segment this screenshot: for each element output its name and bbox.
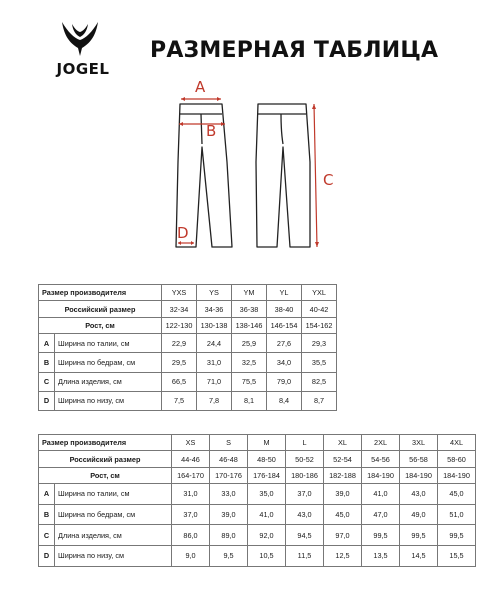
measure-value: 22,9 [162, 334, 197, 353]
measure-value: 66,5 [162, 372, 197, 391]
brand-name: JOGEL [56, 60, 110, 78]
table-row-measure-c [39, 372, 337, 391]
measure-value: 41,0 [362, 484, 400, 505]
measure-value: 29,5 [162, 353, 197, 372]
height-label: Рост, см [39, 467, 172, 483]
ru-size-cell: 40-42 [302, 301, 337, 317]
size-cell: XL [324, 435, 362, 451]
measure-code: A [39, 334, 55, 353]
measure-value: 31,0 [197, 353, 232, 372]
measure-value: 27,6 [267, 334, 302, 353]
measure-value: 13,5 [362, 545, 400, 566]
table-row-size-header [39, 435, 476, 451]
measure-value: 25,9 [232, 334, 267, 353]
measure-label: Ширина по бедрам, см [55, 504, 172, 525]
label-a: A [195, 78, 206, 96]
measure-value: 99,5 [400, 525, 438, 546]
size-cell: 2XL [362, 435, 400, 451]
measure-value: 34,0 [267, 353, 302, 372]
ru-size-cell: 58-60 [438, 451, 476, 467]
ru-size-cell: 54-56 [362, 451, 400, 467]
table-row-measure-a [39, 484, 476, 505]
measure-label: Ширина по низу, см [55, 391, 162, 410]
measure-value: 14,5 [400, 545, 438, 566]
ru-size-cell: 36-38 [232, 301, 267, 317]
measure-value: 29,3 [302, 334, 337, 353]
measure-code: B [39, 353, 55, 372]
height-cell: 182-188 [324, 467, 362, 483]
measure-value: 71,0 [197, 372, 232, 391]
measure-value: 15,5 [438, 545, 476, 566]
measure-value: 24,4 [197, 334, 232, 353]
measure-label: Ширина по бедрам, см [55, 353, 162, 372]
size-cell: YS [197, 285, 232, 301]
measure-value: 39,0 [210, 504, 248, 525]
measure-code: C [39, 372, 55, 391]
measure-value: 12,5 [324, 545, 362, 566]
measure-value: 99,5 [362, 525, 400, 546]
size-cell: XS [172, 435, 210, 451]
ru-size-cell: 52-54 [324, 451, 362, 467]
measure-value: 79,0 [267, 372, 302, 391]
ru-size-cell: 38-40 [267, 301, 302, 317]
measure-label: Длина изделия, см [55, 372, 162, 391]
measure-value: 51,0 [438, 504, 476, 525]
jogel-emblem-icon [58, 20, 102, 58]
measure-value: 7,8 [197, 391, 232, 410]
measure-code: D [39, 545, 55, 566]
pants-back-outline [256, 104, 310, 247]
size-cell: 3XL [400, 435, 438, 451]
page-title: РАЗМЕРНАЯ ТАБЛИЦА [150, 38, 439, 63]
measure-label: Ширина по талии, см [55, 334, 162, 353]
table-row-height [39, 317, 337, 333]
ru-size-label: Российский размер [39, 301, 162, 317]
brand-logo [36, 20, 126, 82]
size-cell: YM [232, 285, 267, 301]
measure-value: 86,0 [172, 525, 210, 546]
ru-size-cell: 48-50 [248, 451, 286, 467]
measurement-markers [178, 97, 319, 247]
measure-value: 45,0 [438, 484, 476, 505]
height-cell: 170-176 [210, 467, 248, 483]
height-cell: 180-186 [286, 467, 324, 483]
measure-value: 45,0 [324, 504, 362, 525]
height-cell: 184-190 [362, 467, 400, 483]
measure-value: 47,0 [362, 504, 400, 525]
height-cell: 164-170 [172, 467, 210, 483]
ru-size-cell: 46-48 [210, 451, 248, 467]
measure-value: 43,0 [286, 504, 324, 525]
table-row-measure-b [39, 504, 476, 525]
size-cell: YL [267, 285, 302, 301]
youth-size-table [38, 284, 337, 411]
measure-value: 32,5 [232, 353, 267, 372]
measure-value: 75,5 [232, 372, 267, 391]
measure-code: A [39, 484, 55, 505]
measure-value: 92,0 [248, 525, 286, 546]
height-cell: 130-138 [197, 317, 232, 333]
measure-value: 49,0 [400, 504, 438, 525]
size-cell: M [248, 435, 286, 451]
measure-value: 39,0 [324, 484, 362, 505]
pants-diagram [150, 78, 360, 262]
ru-size-cell: 50-52 [286, 451, 324, 467]
height-cell: 146-154 [267, 317, 302, 333]
measure-value: 97,0 [324, 525, 362, 546]
measure-code: B [39, 504, 55, 525]
measure-value: 7,5 [162, 391, 197, 410]
measure-value: 41,0 [248, 504, 286, 525]
measure-value: 94,5 [286, 525, 324, 546]
measure-value: 8,4 [267, 391, 302, 410]
measure-label: Длина изделия, см [55, 525, 172, 546]
measure-value: 35,0 [248, 484, 286, 505]
measure-value: 9,0 [172, 545, 210, 566]
table-row-size-header [39, 285, 337, 301]
measure-code: C [39, 525, 55, 546]
header-label: Размер производителя [39, 285, 162, 301]
size-cell: YXS [162, 285, 197, 301]
table-row-measure-d [39, 545, 476, 566]
height-cell: 176-184 [248, 467, 286, 483]
adult-size-table [38, 434, 476, 567]
measure-code: D [39, 391, 55, 410]
label-b: B [206, 122, 217, 140]
measure-value: 82,5 [302, 372, 337, 391]
measure-value: 99,5 [438, 525, 476, 546]
table-row-measure-c [39, 525, 476, 546]
measure-value: 11,5 [286, 545, 324, 566]
measure-value: 35,5 [302, 353, 337, 372]
measure-value: 43,0 [400, 484, 438, 505]
measure-value: 33,0 [210, 484, 248, 505]
height-cell: 184-190 [438, 467, 476, 483]
measure-value: 37,0 [172, 504, 210, 525]
ru-size-label: Российский размер [39, 451, 172, 467]
size-cell: YXL [302, 285, 337, 301]
measure-value: 9,5 [210, 545, 248, 566]
table-row-height [39, 467, 476, 483]
measure-value: 10,5 [248, 545, 286, 566]
height-cell: 122-130 [162, 317, 197, 333]
header-label: Размер производителя [39, 435, 172, 451]
measure-value: 8,7 [302, 391, 337, 410]
measure-value: 37,0 [286, 484, 324, 505]
measure-value: 31,0 [172, 484, 210, 505]
table-row-ru-size [39, 451, 476, 467]
height-cell: 154-162 [302, 317, 337, 333]
size-cell: 4XL [438, 435, 476, 451]
ru-size-cell: 34-36 [197, 301, 232, 317]
height-cell: 184-190 [400, 467, 438, 483]
table-row-ru-size [39, 301, 337, 317]
height-cell: 138-146 [232, 317, 267, 333]
label-c: C [323, 171, 334, 189]
measure-value: 89,0 [210, 525, 248, 546]
ru-size-cell: 44-46 [172, 451, 210, 467]
marker-c-length [314, 104, 317, 247]
table-row-measure-a [39, 334, 337, 353]
table-row-measure-b [39, 353, 337, 372]
measure-label: Ширина по талии, см [55, 484, 172, 505]
size-cell: L [286, 435, 324, 451]
size-cell: S [210, 435, 248, 451]
table-row-measure-d [39, 391, 337, 410]
ru-size-cell: 32-34 [162, 301, 197, 317]
ru-size-cell: 56-58 [400, 451, 438, 467]
height-label: Рост, см [39, 317, 162, 333]
label-d: D [177, 224, 189, 242]
measure-label: Ширина по низу, см [55, 545, 172, 566]
measure-value: 8,1 [232, 391, 267, 410]
